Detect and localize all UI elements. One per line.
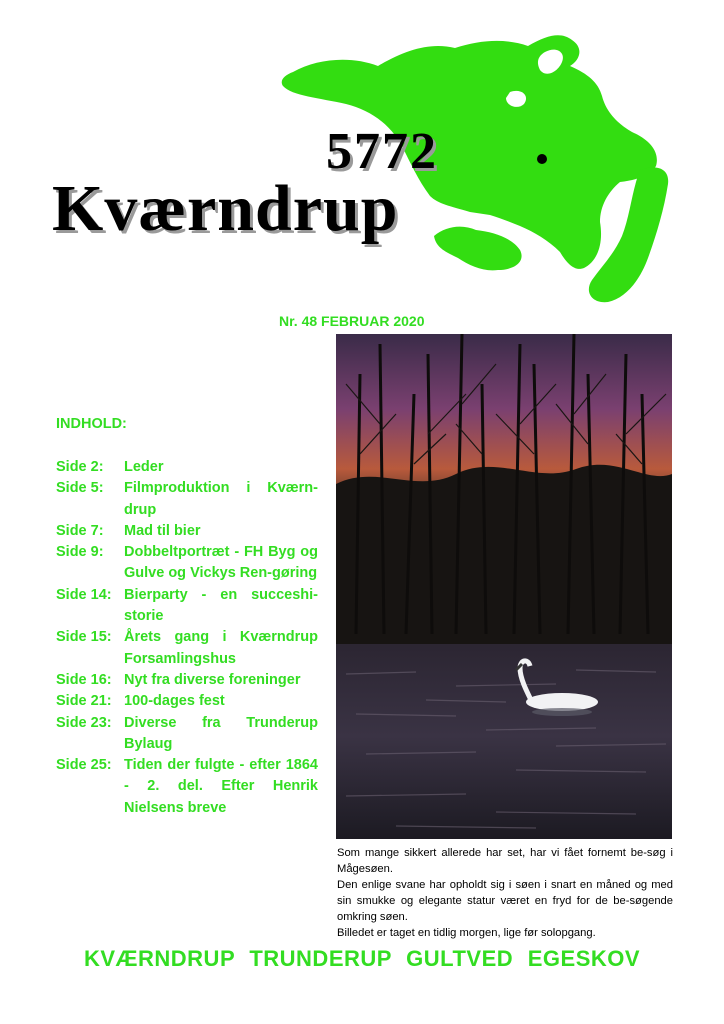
footer-villages: KVÆRNDRUP TRUNDERUP GULTVED EGESKOV [83,946,641,971]
contents-title: Filmproduktion i Kværn-drup [124,480,318,518]
contents-item [56,691,318,712]
contents-item [56,585,318,628]
contents-list [56,457,318,819]
contents-item [56,542,318,585]
contents-title: Dobbeltportræt - FH Byg og Gulve og Vickys Ren-gøring [124,544,318,582]
contents-page: Side 21: [56,693,112,710]
contents-page: Side 25: [56,757,112,774]
contents-title: Tiden der fulgte - efter 1864 - 2. del. Efter Henrik Nielsens breve [124,757,318,816]
contents-title: Bierparty - en succeshi-storie [124,586,318,625]
contents-title: Leder [124,459,164,475]
contents-item [56,478,318,521]
contents-page: Side 23: [56,714,112,731]
swan-lake-photo [336,334,672,839]
contents-page: Side 15: [56,629,112,646]
contents-page: Side 14: [56,586,112,603]
contents-page: Side 2: [56,459,104,475]
contents-item [56,713,318,756]
masthead-title: Kværndrup [52,172,399,245]
contents-page: Side 16: [56,671,112,688]
masthead-dot [537,154,547,164]
contents-heading: INDHOLD: [56,416,127,432]
contents-item [56,755,318,819]
contents-page: Side 5: [56,480,104,497]
caption-line: Den enlige svane har opholdt sig i søen i snart en måned og med sin smukke og elegante statur været en fryd for de be-søgende omkring søen. [337,879,673,923]
contents-page: Side 9: [56,544,104,561]
masthead-number: 5772 [326,123,438,180]
caption-line: Som mange sikkert allerede har set, har vi fået fornemt be-søg i Mågesøen. [337,847,673,875]
photo-caption [337,845,673,941]
contents-title: 100-dages fest [124,693,225,710]
contents-item [56,627,318,670]
contents-page: Side 7: [56,522,104,539]
contents-title: Diverse fra Trunderup Bylaug [124,714,318,752]
issue-label [279,313,425,329]
contents-title: Årets gang i Kværndrup Forsamlingshus [124,629,318,667]
issue-number-date: Nr. 48 FEBRUAR 2020 [279,313,425,329]
caption-line: Billedet er taget en tidlig morgen, lige før solopgang. [337,927,596,939]
cover-photo [336,334,672,839]
contents-item [56,457,318,478]
contents-title: Mad til bier [124,522,201,539]
contents-item [56,521,318,542]
contents-title: Nyt fra diverse foreninger [124,671,301,688]
contents-item [56,670,318,691]
